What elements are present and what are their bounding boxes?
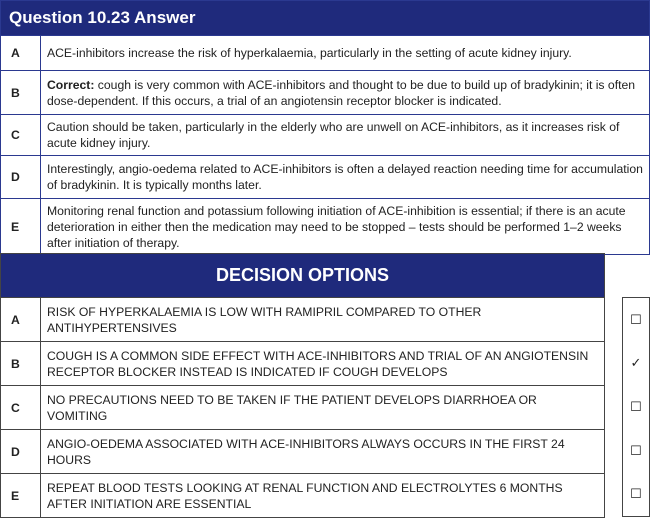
checkbox-icon[interactable]: ☐ bbox=[630, 442, 642, 458]
option-text: NO PRECAUTIONS NEED TO BE TAKEN IF THE PATIENT DEVELOPS DIARRHOEA OR VOMITING bbox=[47, 392, 537, 423]
answer-row bbox=[1, 198, 649, 254]
option-text: ANGIO-OEDEMA ASSOCIATED WITH ACE-INHIBITORS ALWAYS OCCURS IN THE FIRST 24 HOURS bbox=[47, 436, 565, 467]
answer-text bbox=[41, 156, 649, 198]
decision-title: DECISION OPTIONS bbox=[1, 254, 604, 297]
answer-title: Question 10.23 Answer bbox=[1, 1, 649, 35]
option-letter: B bbox=[1, 71, 41, 114]
decision-table bbox=[0, 253, 605, 518]
decision-row bbox=[1, 341, 604, 385]
option-letter: A bbox=[1, 298, 41, 341]
explanation: cough is very common with ACE-inhibitors and thought to be due to build up of bradykinin; it is often dose-dependent. If this occurs, a trial of an angiotensin receptor blocker is indicated. bbox=[47, 77, 636, 108]
explanation: ACE-inhibitors increase the risk of hyperkalaemia, particularly in the setting of acute kidney injury. bbox=[47, 46, 572, 60]
option-letter: C bbox=[1, 386, 41, 429]
answer-text bbox=[41, 71, 649, 114]
correct-label: Correct: bbox=[47, 77, 95, 92]
answer-text bbox=[41, 115, 649, 155]
checkbox-icon[interactable]: ☐ bbox=[630, 311, 642, 327]
checkbox-icon[interactable]: ☐ bbox=[630, 486, 642, 502]
decision-row bbox=[1, 297, 604, 341]
decision-row bbox=[1, 429, 604, 473]
answer-row bbox=[1, 114, 649, 155]
option-letter: D bbox=[1, 430, 41, 473]
option-text: COUGH IS A COMMON SIDE EFFECT WITH ACE-INHIBITORS AND TRIAL OF AN ANGIOTENSIN RECEPTOR BLOCKER INSTEAD IS INDICATED IF COUGH DEVELOPS bbox=[47, 348, 589, 379]
answer-text bbox=[41, 199, 649, 254]
checkbox-icon[interactable]: ☐ bbox=[630, 398, 642, 414]
decision-row bbox=[1, 473, 604, 517]
checkbox-column bbox=[622, 297, 650, 517]
option-letter: E bbox=[1, 199, 41, 254]
answer-row bbox=[1, 70, 649, 114]
answer-text bbox=[41, 36, 578, 70]
option-letter: B bbox=[1, 342, 41, 385]
checkmark-icon[interactable]: ✓ bbox=[630, 355, 642, 371]
explanation: Caution should be taken, particularly in the elderly who are unwell on ACE-inhibitors, as it increases risk of acute kidney injury. bbox=[47, 120, 620, 150]
option-letter: E bbox=[1, 474, 41, 517]
option-letter: C bbox=[1, 115, 41, 155]
option-letter: A bbox=[1, 36, 41, 70]
explanation: Monitoring renal function and potassium following initiation of ACE-inhibition is essential; if there is an acute deterioration in either then the medication may need to be stopped – tests should be performed 1–2 weeks after initiation of therapy. bbox=[47, 203, 626, 250]
option-text: REPEAT BLOOD TESTS LOOKING AT RENAL FUNCTION AND ELECTROLYTES 6 MONTHS AFTER INITIATION ARE ESSENTIAL bbox=[47, 480, 563, 511]
option-letter: D bbox=[1, 156, 41, 198]
decision-row bbox=[1, 385, 604, 429]
answer-row bbox=[1, 35, 649, 70]
explanation: Interestingly, angio-oedema related to ACE-inhibitors is often a delayed reaction needing time for accumulation of bradykinin. It is typically months later. bbox=[47, 162, 643, 192]
answer-row bbox=[1, 155, 649, 198]
answer-table bbox=[0, 0, 650, 255]
option-text: RISK OF HYPERKALAEMIA IS LOW WITH RAMIPRIL COMPARED TO OTHER ANTIHYPERTENSIVES bbox=[47, 304, 482, 335]
